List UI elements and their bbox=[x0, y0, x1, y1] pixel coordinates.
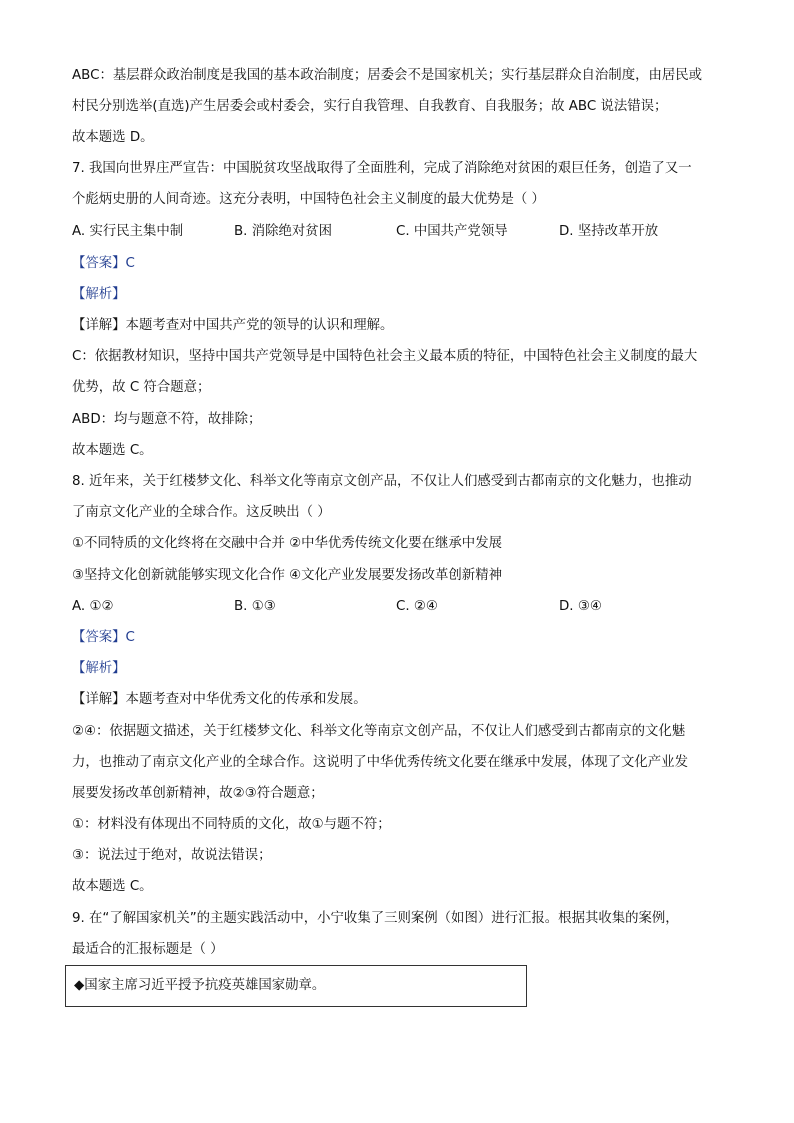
q8-option-d: D. ③④ bbox=[559, 599, 602, 614]
q8-option-a: A. ①② bbox=[72, 599, 114, 614]
q7-option-a: A. 实行民主集中制 bbox=[72, 224, 184, 239]
q7-explanation: ABD：均与题意不符，故排除； bbox=[72, 412, 262, 427]
q7-detail: 【详解】本题考查对中国共产党的领导的认识和理解。 bbox=[72, 318, 394, 333]
question-8-stem: 了南京文化产业的全球合作。这反映出（ ） bbox=[72, 505, 331, 520]
q8-statement: ③坚持文化创新就能够实现文化合作 ④文化产业发展要发扬改革创新精神 bbox=[72, 568, 502, 583]
question-9-stem: 9. 在“了解国家机关”的主题实践活动中，小宁收集了三则案例（如图）进行汇报。根据其收集的案例， bbox=[72, 911, 679, 926]
q8-explanation: ③：说法过于绝对，故说法错误； bbox=[72, 848, 272, 863]
q8-option-b: B. ①③ bbox=[234, 599, 276, 614]
q7-answer-label: 【答案】C bbox=[72, 256, 135, 271]
q7-option-d: D. 坚持改革开放 bbox=[559, 224, 659, 239]
text-line: 故本题选 D。 bbox=[72, 130, 154, 145]
q9-case-box bbox=[65, 965, 527, 1007]
q7-option-b: B. 消除绝对贫困 bbox=[234, 224, 333, 239]
text-line: ABC：基层群众政治制度是我国的基本政治制度；居委会不是国家机关；实行基层群众自治制度，由居民或 bbox=[72, 68, 703, 83]
q7-option-c: C. 中国共产党领导 bbox=[396, 224, 508, 239]
question-7-stem: 个彪炳史册的人间奇迹。这充分表明，中国特色社会主义制度的最大优势是（ ） bbox=[72, 192, 545, 207]
q7-analysis-label: 【解析】 bbox=[72, 287, 126, 302]
q8-conclusion: 故本题选 C。 bbox=[72, 879, 153, 894]
q8-option-c: C. ②④ bbox=[396, 599, 438, 614]
q8-explanation: 力，也推动了南京文化产业的全球合作。这说明了中华优秀传统文化要在继承中发展，体现了文化产业发 bbox=[72, 755, 688, 770]
question-9-stem: 最适合的汇报标题是（ ） bbox=[72, 942, 224, 957]
q8-answer-label: 【答案】C bbox=[72, 630, 135, 645]
q7-explanation: 优势，故 C 符合题意； bbox=[72, 380, 211, 395]
q8-explanation: 展要发扬改革创新精神，故②③符合题意； bbox=[72, 786, 324, 801]
question-7-stem: 7. 我国向世界庄严宣告：中国脱贫攻坚战取得了全面胜利，完成了消除绝对贫困的艰巨任务，创造了又一 bbox=[72, 161, 692, 176]
q8-detail: 【详解】本题考查对中华优秀文化的传承和发展。 bbox=[72, 692, 367, 707]
q8-analysis-label: 【解析】 bbox=[72, 661, 126, 676]
text-line: 村民分别选举(直选)产生居委会或村委会，实行自我管理、自我教育、自我服务；故 ABC 说法错误； bbox=[72, 99, 668, 114]
q8-statement: ①不同特质的文化终将在交融中合并 ②中华优秀传统文化要在继承中发展 bbox=[72, 536, 502, 551]
q7-conclusion: 故本题选 C。 bbox=[72, 443, 153, 458]
q9-case-text: ◆国家主席习近平授予抗疫英雄国家勋章。 bbox=[74, 978, 326, 993]
question-8-stem: 8. 近年来，关于红楼梦文化、科举文化等南京文创产品，不仅让人们感受到古都南京的文化魅力，也推动 bbox=[72, 474, 692, 489]
q8-explanation: ②④：依据题文描述，关于红楼梦文化、科举文化等南京文创产品，不仅让人们感受到古都南京的文化魅 bbox=[72, 724, 686, 739]
q7-explanation: C：依据教材知识，坚持中国共产党领导是中国特色社会主义最本质的特征，中国特色社会主义制度的最大 bbox=[72, 349, 698, 364]
q8-explanation: ①：材料没有体现出不同特质的文化，故①与题不符； bbox=[72, 817, 391, 832]
